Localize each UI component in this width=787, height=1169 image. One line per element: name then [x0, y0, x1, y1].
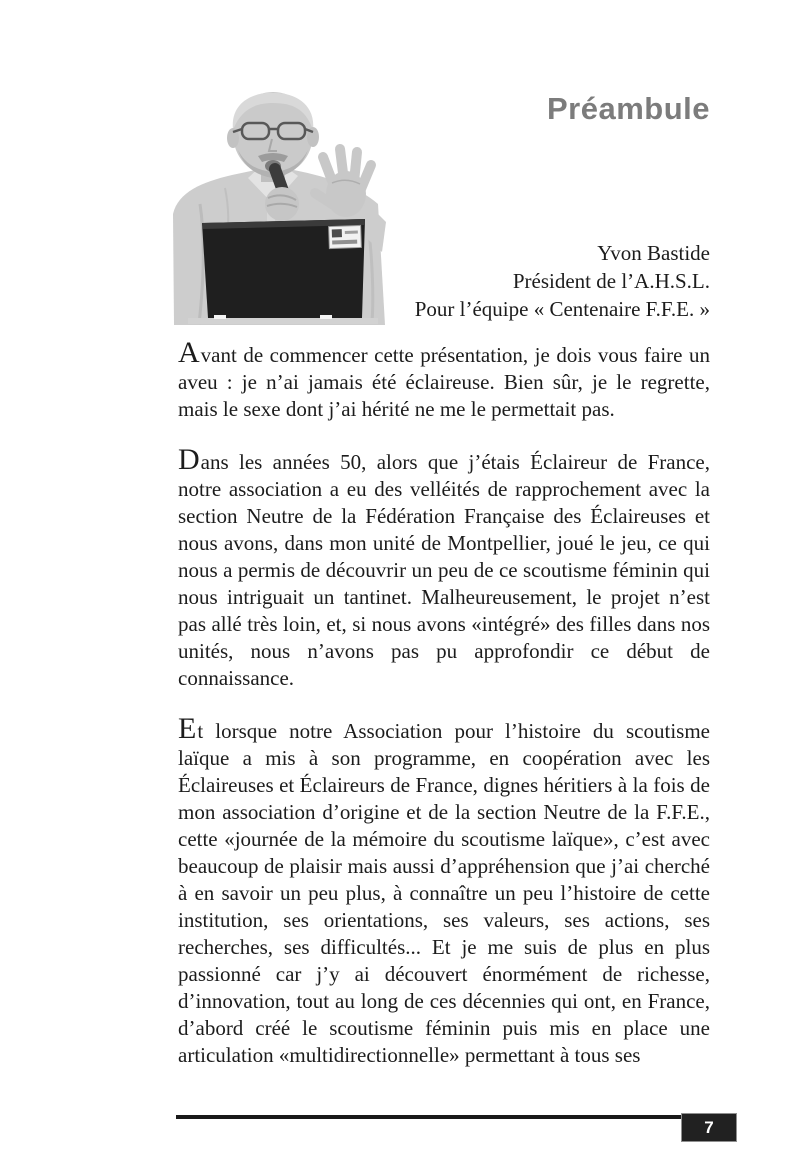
footer-rule	[176, 1115, 681, 1119]
page-number-box	[681, 1113, 737, 1142]
speaker-photo	[170, 92, 392, 325]
attribution-team: Pour l’équipe « Centenaire F.F.E. »	[414, 297, 710, 321]
paragraph-1: Avant de commencer cette présentation, je dois vous faire un aveu : je n’ai jamais été éclaireuse. Bien sûr, je le regrette, mais le sexe dont j’ai hérité ne me le permettait pas.	[178, 336, 710, 421]
attribution-role: Président de l’A.H.S.L.	[512, 269, 710, 293]
attribution-name: Yvon Bastide	[597, 241, 710, 265]
page-title: Préambule	[546, 90, 710, 126]
body-text	[178, 336, 710, 1095]
attribution-block	[415, 239, 710, 323]
page-number: 7	[704, 1117, 714, 1137]
paragraph-3: Et lorsque notre Association pour l’histoire du scoutisme laïque a mis à son programme, en coopération avec les Éclaireuses et Éclaireurs de France, dignes héritiers à la fois de mon association d’origine et de la section Neutre de la F.F.E., cette «journée de la mémoire du scoutisme laïque», c’est avec beaucoup de plaisir mais aussi d’appréhension que j’ai cherché à en savoir un peu plus, à connaître un peu l’histoire de cette institution, ses orientations, ses valeurs, ses actions, ses recherches, ses difficultés... Et je me suis de plus en plus passionné car j’y ai découvert énormément de richesse, d’innovation, tout au long de ces décennies qui ont, en France, d’abord créé le scoutisme féminin puis mis en place une articulation «multidirectionnelle» permettant à tous ses	[178, 712, 710, 1067]
hand-holding-mic	[265, 187, 299, 221]
paragraph-2: Dans les années 50, alors que j’étais Éclaireur de France, notre association a eu des velléités de rapprochement avec la section Neutre de la Fédération Française des Éclaireuses et nous avons, dans mon unité de Montpellier, joué le jeu, ce qui nous a permis de découvrir un peu de ce scoutisme féminin qui nous intriguait un tantinet. Malheureusement, le projet n’est pas allé très loin, et, si nous avons «intégré» des filles dans nos unités, nous n’avons pas pu approfondir ce début de connaissance.	[178, 443, 710, 690]
laptop-sticker	[329, 225, 362, 248]
